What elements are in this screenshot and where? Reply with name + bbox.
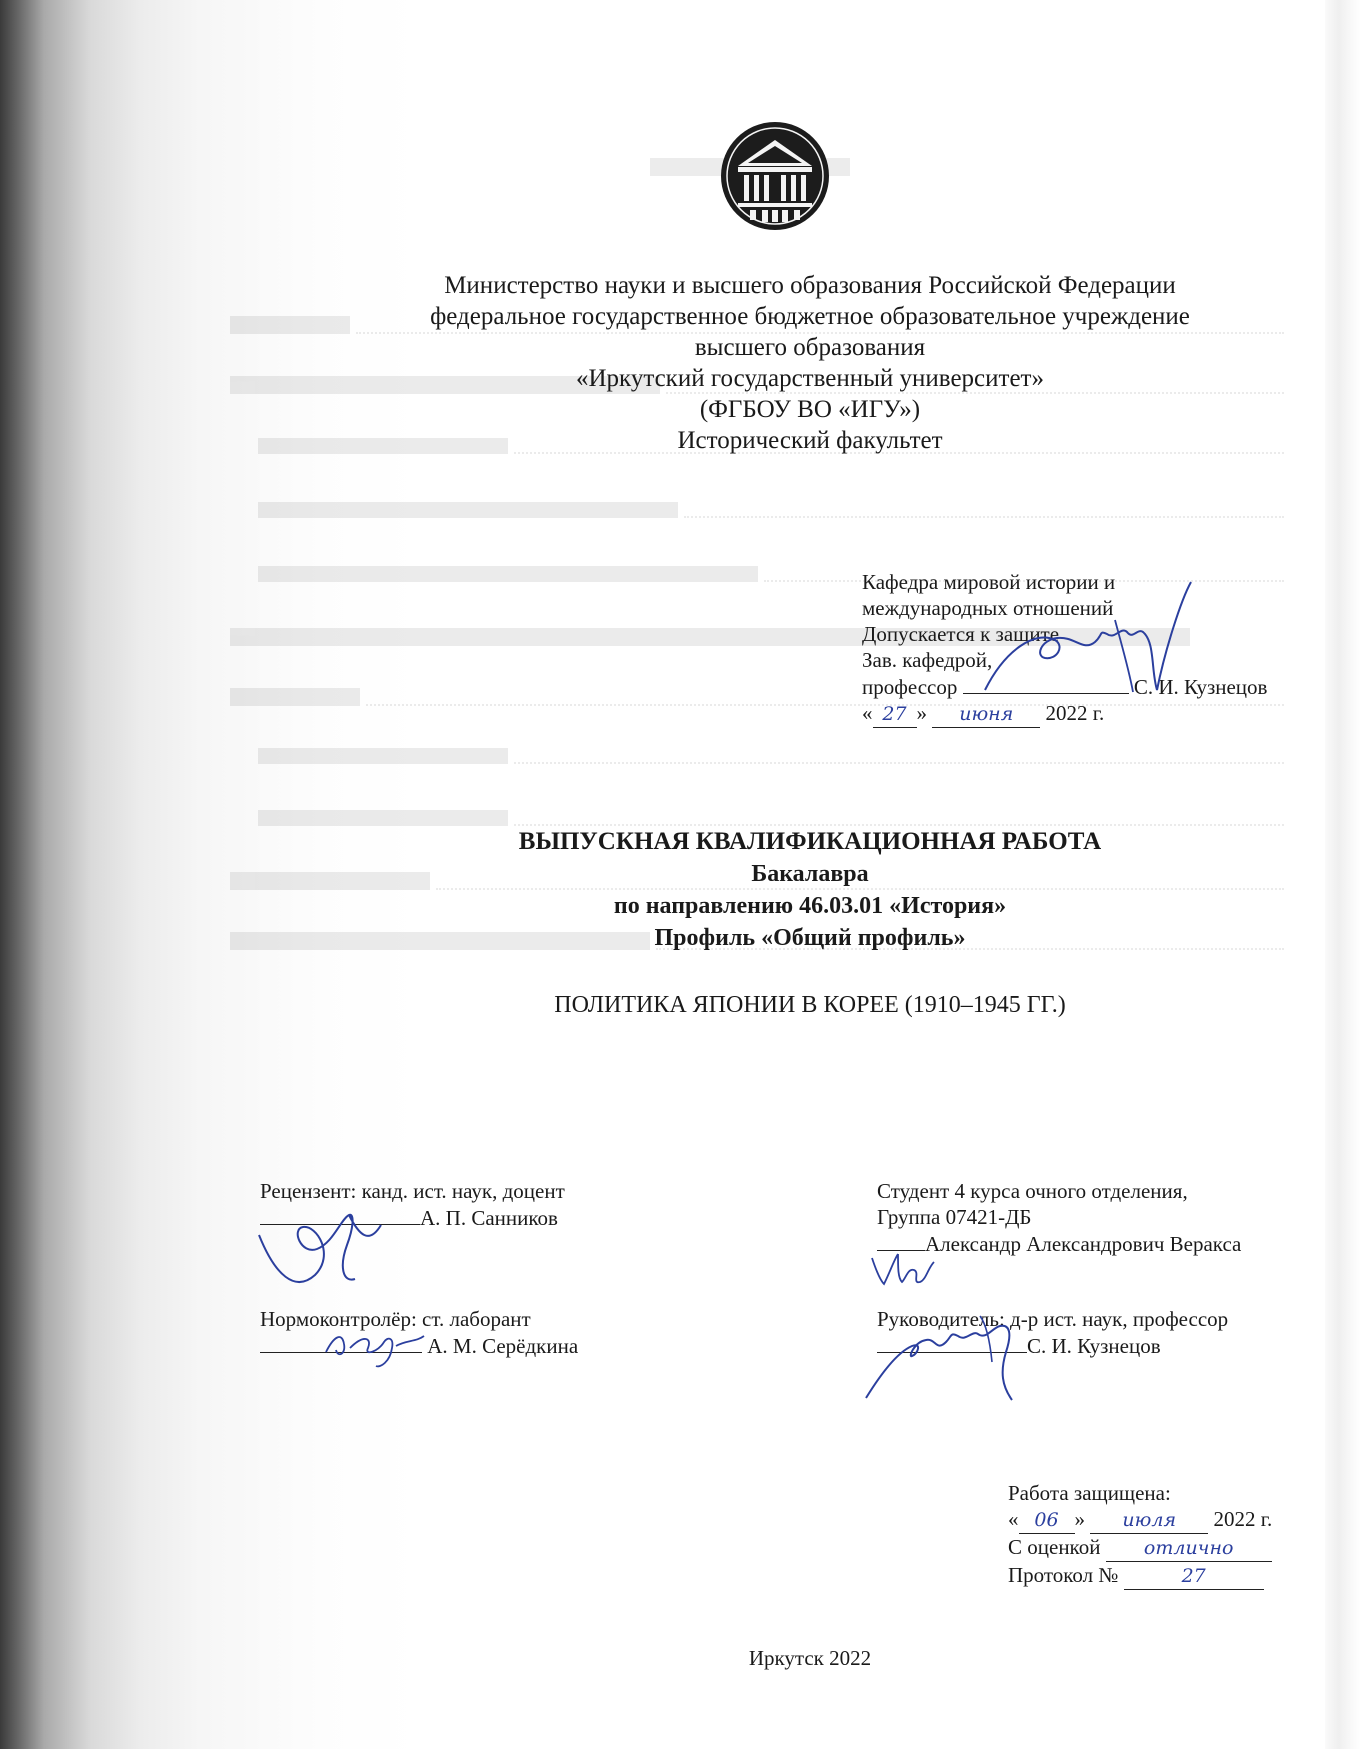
supervisor-block [877,1306,1228,1359]
protocol-label: Протокол № [1008,1563,1119,1587]
student-name: Александр Александрович Веракса [925,1232,1242,1256]
work-type-title: ВЫПУСКНАЯ КВАЛИФИКАЦИОННАЯ РАБОТА [518,828,1102,855]
education-level-line: высшего образования [694,334,926,361]
grade-value: отлично [1106,1535,1272,1562]
protocol-number: 27 [1124,1563,1264,1590]
reviewer-signature-blank [260,1204,420,1225]
signature-blank [963,673,1129,694]
defense-date-line [1008,1506,1338,1534]
institution-type-line: федеральное государственное бюджетное образовательное учреждение [430,303,1190,330]
normcontroller-signature-blank [260,1332,422,1353]
grade-line [1008,1534,1338,1562]
date-quote-close: » [916,701,927,725]
student-group: Группа 07421-ДБ [877,1205,1032,1229]
head-of-department-line: Зав. кафедрой, [862,648,993,672]
admission-line: Допускается к защите [862,622,1060,646]
student-signature-blank [877,1230,925,1251]
reviewer-name: А. П. Санников [420,1206,558,1230]
defense-title: Работа защищена: [1008,1481,1171,1505]
direction-line: по направлению 46.03.01 «История» [613,893,1007,919]
head-name: С. И. Кузнецов [1133,675,1268,699]
faculty-name: Исторический факультет [677,427,943,454]
reviewer-block [260,1178,565,1231]
supervisor-title: Руководитель: д-р ист. наук, профессор [877,1307,1229,1331]
work-title-block [330,826,1290,954]
department-line-1: Кафедра мировой истории и [862,570,1116,594]
approval-day: 27 [873,701,917,728]
defense-quote-close: » [1074,1507,1085,1531]
defense-year: 2022 г. [1213,1507,1273,1531]
university-abbrev: (ФГБОУ ВО «ИГУ») [699,396,921,423]
normcontroller-block [260,1306,578,1359]
defense-month: июля [1090,1507,1208,1534]
protocol-line [1008,1562,1338,1590]
degree-line: Бакалавра [751,861,869,887]
bleed-through-background [230,120,1290,940]
head-title: профессор [862,675,958,699]
approval-year: 2022 г. [1045,701,1105,725]
defense-block [1008,1480,1338,1590]
approval-month: июня [932,701,1040,728]
ministry-header [330,270,1290,456]
defense-quote-open: « [1008,1507,1019,1531]
ministry-line: Министерство науки и высшего образования Российской Федерации [444,272,1176,299]
defense-day: 06 [1019,1507,1075,1534]
normcontroller-title: Нормоконтролёр: ст. лаборант [260,1307,531,1331]
grade-label: С оценкой [1008,1535,1101,1559]
university-name: «Иркутский государственный университет» [576,365,1044,392]
department-line-2: международных отношений [862,596,1114,620]
supervisor-name: С. И. Кузнецов [1027,1334,1161,1358]
student-course: Студент 4 курса очного отделения, [877,1179,1188,1203]
date-quote-open: « [862,701,873,725]
student-block [877,1178,1241,1257]
university-logo-icon [720,120,830,232]
supervisor-signature-blank [877,1332,1027,1353]
approval-date-line [862,700,1322,728]
normcontroller-name: А. М. Серёдкина [427,1334,579,1358]
thesis-topic: ПОЛИТИКА ЯПОНИИ В КОРЕЕ (1910–1945 ГГ.) [554,992,1066,1018]
head-signature-line [862,673,1322,700]
department-approval-block [862,569,1322,728]
city-year: Иркутск 2022 [748,1646,872,1670]
reviewer-title: Рецензент: канд. ист. наук, доцент [260,1179,565,1203]
profile-line: Профиль «Общий профиль» [654,925,966,951]
